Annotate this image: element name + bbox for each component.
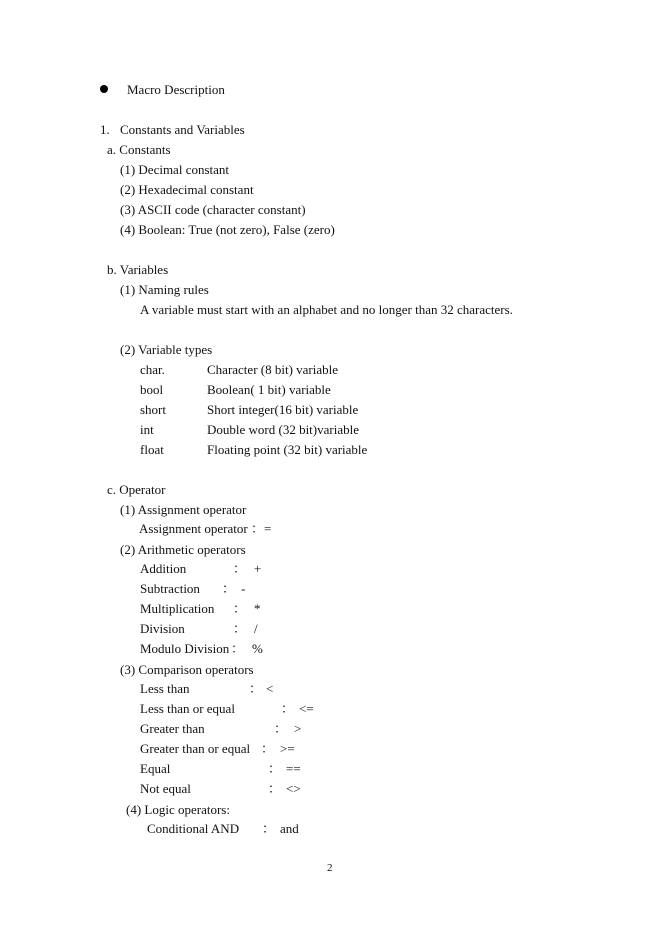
type-name: float [140,442,164,457]
operator-separator: ： [281,701,295,716]
operator-name: Multiplication [140,601,215,616]
operator-name: Greater than or equal [140,741,251,756]
page-number: 2 [327,862,333,874]
operator-separator: ： [233,601,247,616]
operator-separator: ： [274,721,288,736]
list-item: (4) Boolean: True (not zero), False (zero) [120,222,335,237]
operator-separator: ： [233,621,247,636]
operator-name: Division [140,621,185,636]
type-desc: Floating point (32 bit) variable [207,442,368,457]
operator-separator: ： [268,761,282,776]
operator-separator: ： [233,561,247,576]
operator-symbol: == [286,761,301,776]
type-name: bool [140,382,164,397]
operator-name: Modulo Division [140,641,230,656]
comparison-title: (3) Comparison operators [120,662,254,677]
naming-rules-title: (1) Naming rules [120,282,209,297]
operator-symbol: < [266,681,274,696]
operator-name: Less than [140,681,190,696]
subsection-operator-title: c. Operator [107,482,166,497]
operator-name: Equal [140,761,171,776]
operator-separator: ： [262,821,276,836]
operator-separator: ： [222,581,236,596]
section-number: 1. [100,122,110,137]
operator-symbol: <= [299,701,314,716]
list-item: (2) Hexadecimal constant [120,182,254,197]
operator-symbol: and [280,821,299,836]
operator-symbol: <> [286,781,301,796]
subsection-variables-title: b. Variables [107,262,169,277]
naming-rules-text: A variable must start with an alphabet and no longer than 32 characters. [140,302,513,317]
operator-separator: ： [249,681,263,696]
assignment-title: (1) Assignment operator [120,502,247,517]
operator-separator: ： [231,641,245,656]
type-desc: Character (8 bit) variable [207,362,339,377]
type-desc: Short integer(16 bit) variable [207,402,359,417]
section-title: Constants and Variables [120,122,245,137]
logic-title: (4) Logic operators: [126,802,230,817]
assignment-label: Assignment operator [139,521,248,536]
operator-name: Not equal [140,781,191,796]
list-item: (3) ASCII code (character constant) [120,202,306,217]
operator-name: Less than or equal [140,701,235,716]
operator-symbol: / [254,621,258,636]
operator-symbol: - [241,581,246,596]
operator-separator: ： [268,781,282,796]
operator-symbol: >= [280,741,295,756]
operator-symbol: % [252,641,263,656]
operator-name: Conditional AND [147,821,240,836]
operator-name: Subtraction [140,581,200,596]
subsection-constants-title: a. Constants [107,142,171,157]
type-name: char. [140,362,165,377]
type-desc: Double word (32 bit)variable [207,422,359,437]
variable-types-title: (2) Variable types [120,342,213,357]
operator-symbol: > [294,721,302,736]
bullet-icon [100,85,108,93]
operator-separator: ： [261,741,275,756]
arithmetic-title: (2) Arithmetic operators [120,542,246,557]
type-name: short [140,402,166,417]
operator-symbol: * [254,601,261,616]
assignment-separator: ： [251,521,265,536]
list-item: (1) Decimal constant [120,162,230,177]
operator-name: Greater than [140,721,205,736]
assignment-symbol: = [264,521,272,536]
type-name: int [140,422,154,437]
type-desc: Boolean( 1 bit) variable [207,382,331,397]
operator-name: Addition [140,561,187,576]
operator-symbol: + [254,561,262,576]
page-heading: Macro Description [127,82,225,97]
